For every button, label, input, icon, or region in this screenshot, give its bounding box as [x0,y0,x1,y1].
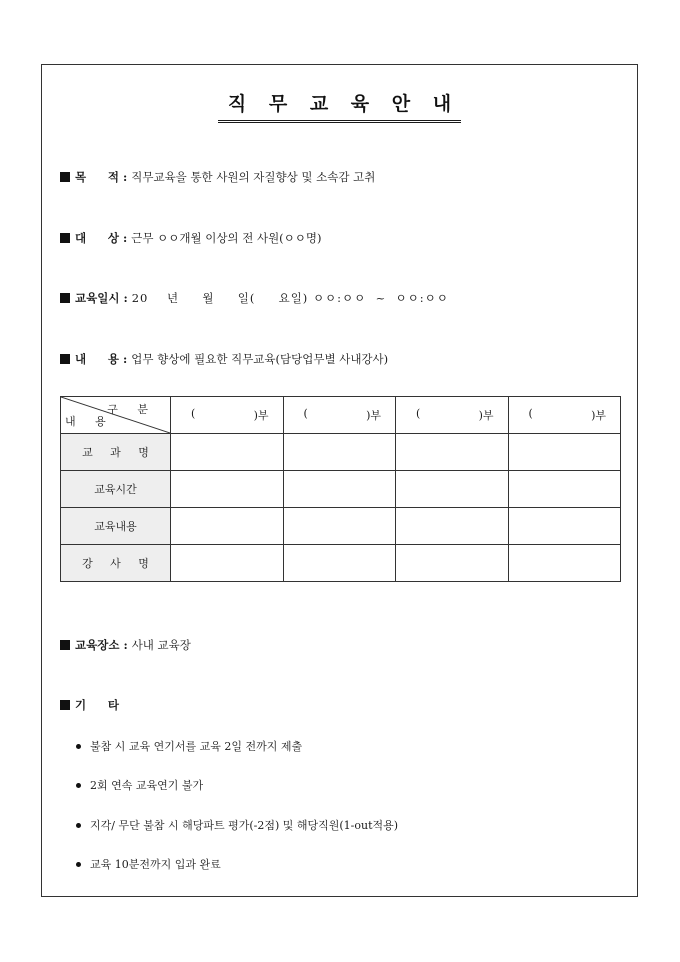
table-cell [171,471,284,508]
table-cell [508,508,621,545]
table-row [61,434,621,471]
bullet-dot-icon [76,862,81,867]
document-frame [41,64,638,897]
table-corner-cell [61,397,171,434]
square-bullet-icon [60,354,70,364]
bullet-dot-icon [76,823,81,828]
schedule-value: 20 년 월 일( 요일) ㅇㅇ:ㅇㅇ ~ ㅇㅇ:ㅇㅇ [131,291,449,305]
row-label-instructor: 강 사 명 [61,545,171,582]
content-label: 내 용 [75,352,119,366]
square-bullet-icon [60,700,70,710]
list-item: 지각/ 무단 불참 시 해당파트 평가(-2점) 및 해당직원(1-out적용) [76,817,398,833]
row-label-content: 교육내용 [61,508,171,545]
column-header: ( )부 [396,397,509,434]
square-bullet-icon [60,172,70,182]
corner-bottom-label: 내 용 [65,415,114,428]
target-value: 근무 ㅇㅇ개월 이상의 전 사원(ㅇㅇ명) [131,231,322,245]
title-area [42,89,637,123]
bullet-dot-icon [76,744,81,749]
schedule-label: 교육일시 [75,291,120,305]
table-cell [283,508,396,545]
table-header-row [61,397,621,434]
square-bullet-icon [60,293,70,303]
table-row [61,508,621,545]
etc-label: 기 타 [75,698,119,712]
table-cell [508,471,621,508]
content-row: 내 용 : 업무 향상에 필요한 직무교육(담당업무별 사내강사) [60,351,388,367]
row-label-time: 교육시간 [61,471,171,508]
table-cell [508,434,621,471]
content-value: 업무 향상에 필요한 직무교육(담당업무별 사내강사) [131,352,389,366]
table-cell [396,508,509,545]
table-cell [396,434,509,471]
purpose-label: 목 적 [75,170,119,184]
column-header: ( )부 [508,397,621,434]
column-header: ( )부 [283,397,396,434]
location-value: 사내 교육장 [131,638,191,652]
location-row: 교육장소 : 사내 교육장 [60,637,191,653]
table-cell [171,508,284,545]
location-label: 교육장소 [75,638,120,652]
target-label: 대 상 [75,231,119,245]
table-cell [283,545,396,582]
table-row [61,545,621,582]
purpose-row: 목 적 : 직무교육을 통한 사원의 자질향상 및 소속감 고취 [60,169,375,185]
column-header: ( )부 [171,397,284,434]
table-cell [171,434,284,471]
purpose-value: 직무교육을 통한 사원의 자질향상 및 소속감 고취 [131,170,376,184]
corner-top-label: 구 분 [107,403,156,416]
table-cell [171,545,284,582]
document-title: 직 무 교 육 안 내 [218,89,461,123]
schedule-row: 교육일시 : 20 년 월 일( 요일) ㅇㅇ:ㅇㅇ ~ ㅇㅇ:ㅇㅇ [60,290,449,306]
list-item: 2회 연속 교육연기 불가 [76,777,203,793]
schedule-table [60,396,621,582]
table-cell [283,434,396,471]
bullet-dot-icon [76,783,81,788]
row-label-course: 교 과 명 [61,434,171,471]
square-bullet-icon [60,640,70,650]
table-row [61,471,621,508]
table-cell [283,471,396,508]
table-cell [396,545,509,582]
list-item: 교육 10분전까지 입과 완료 [76,856,221,872]
etc-row [60,697,123,713]
table-cell [396,471,509,508]
target-row: 대 상 : 근무 ㅇㅇ개월 이상의 전 사원(ㅇㅇ명) [60,230,321,246]
square-bullet-icon [60,233,70,243]
list-item: 불참 시 교육 연기서를 교육 2일 전까지 제출 [76,738,302,754]
table-cell [508,545,621,582]
